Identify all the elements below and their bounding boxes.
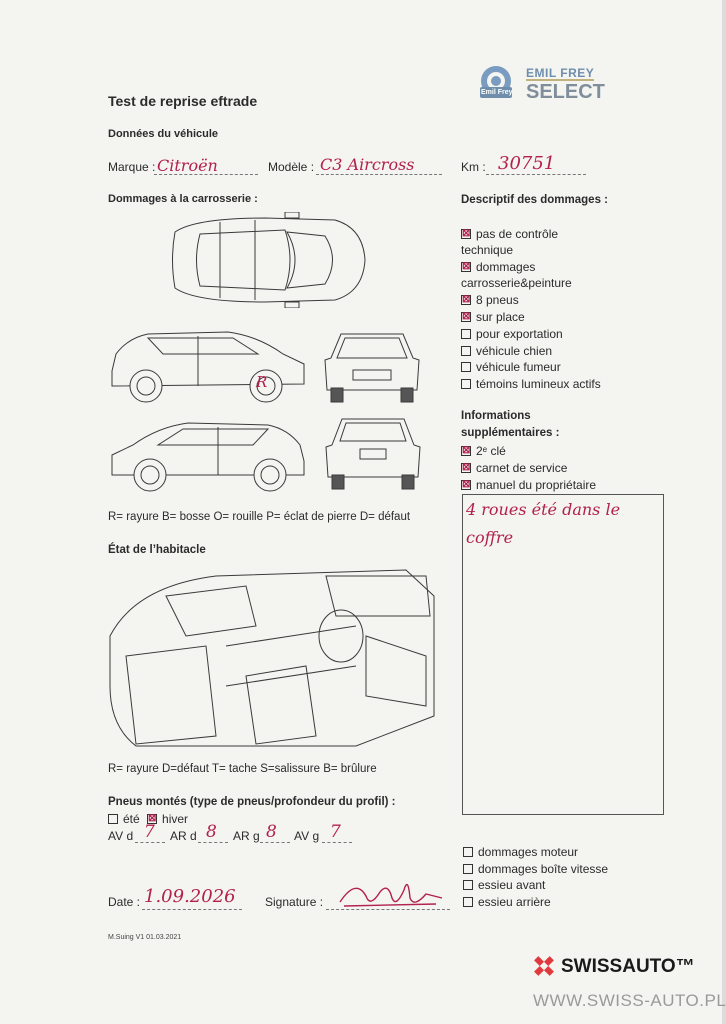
- car-top-view-diagram[interactable]: [165, 212, 370, 308]
- body-damage-legend: R= rayure B= bosse O= rouille P= éclat de pierre D= défaut: [108, 511, 411, 523]
- logo-sub-text: SELECT: [526, 81, 605, 103]
- logo-main-text: EMIL FREY: [526, 66, 595, 80]
- checkbox-box[interactable]: ⊠: [462, 310, 471, 322]
- modele-label: Modèle :: [268, 160, 315, 174]
- checkbox-rear-axle[interactable]: [463, 895, 551, 909]
- checkbox-body-damage[interactable]: [461, 260, 535, 274]
- damage-list-heading: Descriptif des dommages :: [461, 194, 608, 206]
- checkbox-box[interactable]: [461, 379, 471, 389]
- checkbox-label: pas de contrôle: [476, 227, 559, 241]
- logo-badge-text: Emil Frey: [481, 89, 513, 96]
- checkbox-box[interactable]: [463, 897, 473, 907]
- checkbox-warning-lights[interactable]: [461, 377, 601, 391]
- car-right-side-diagram[interactable]: [108, 417, 308, 493]
- checkbox-smoker-vehicle[interactable]: [461, 360, 561, 374]
- interior-heading: État de l’habitacle: [108, 544, 206, 556]
- checkbox-owner-manual[interactable]: [461, 478, 596, 492]
- checkbox-export[interactable]: [461, 327, 563, 341]
- emil-frey-badge-logo: [474, 63, 519, 105]
- checkbox-label: 2ᵉ clé: [476, 444, 506, 458]
- checkbox-box[interactable]: ⊠: [462, 227, 471, 239]
- checkbox-summer[interactable]: [108, 812, 140, 826]
- tires-heading: Pneus montés (type de pneus/profondeur du profil) :: [108, 796, 396, 808]
- checkbox-box[interactable]: ⊠: [462, 478, 471, 490]
- checkbox-second-key[interactable]: [461, 444, 506, 458]
- checkbox-label-cont: technique: [461, 243, 514, 257]
- checkbox-box[interactable]: ⊠: [462, 461, 471, 473]
- checkbox-label: carnet de service: [476, 461, 568, 475]
- notes-line-1: 4 roues été dans le: [466, 500, 621, 519]
- notes-line-2: coffre: [466, 528, 514, 547]
- car-rear-diagram[interactable]: [324, 415, 422, 491]
- form-version: M.Suing V1 01.03.2021: [108, 934, 182, 941]
- tread-av-g-value: 7: [330, 822, 341, 842]
- checkbox-label: pour exportation: [476, 327, 563, 341]
- checkbox-label: essieu avant: [478, 878, 546, 892]
- km-value: 30751: [498, 153, 556, 174]
- checkbox-label: manuel du propriétaire: [476, 478, 597, 492]
- swissauto-cross-icon: [533, 955, 555, 977]
- interior-legend: R= rayure D=défaut T= tache S=salissure B= brûlure: [108, 763, 377, 775]
- checkbox-engine-damage[interactable]: [463, 845, 578, 859]
- checkbox-label: dommages moteur: [478, 845, 579, 859]
- tread-ar-g-value: 8: [266, 822, 277, 842]
- swissauto-brand: SWISSAUTO™: [561, 956, 695, 977]
- checkbox-label: dommages boîte vitesse: [478, 862, 609, 876]
- checkbox-box[interactable]: ⊠: [462, 444, 471, 456]
- checkbox-label: véhicule fumeur: [476, 360, 561, 374]
- checkbox-box[interactable]: [463, 880, 473, 890]
- checkbox-label: hiver: [162, 812, 189, 826]
- tread-ar-g-label: AR g: [233, 829, 260, 843]
- form-title: Test de reprise eftrade: [108, 93, 258, 109]
- tread-av-g-label: AV g: [294, 829, 320, 843]
- tread-av-d-value: 7: [144, 822, 155, 842]
- checkbox-label: été: [123, 812, 140, 826]
- checkbox-on-site[interactable]: [461, 310, 525, 324]
- tread-ar-d-value: 8: [206, 822, 217, 842]
- checkbox-label: dommages: [476, 260, 536, 274]
- checkbox-front-axle[interactable]: [463, 878, 545, 892]
- checkbox-label-cont: carrosserie&peinture: [461, 276, 572, 290]
- checkbox-box[interactable]: [461, 329, 471, 339]
- checkbox-label: sur place: [476, 310, 525, 324]
- marque-label: Marque :: [108, 160, 156, 174]
- checkbox-box[interactable]: [461, 346, 471, 356]
- extra-info-heading: Informations: [461, 410, 531, 422]
- handwritten-signature: [336, 868, 446, 914]
- modele-value: C3 Aircross: [320, 155, 415, 174]
- checkbox-label: essieu arrière: [478, 895, 551, 909]
- vehicle-heading: Données du véhicule: [108, 128, 219, 140]
- signature-label: Signature :: [265, 895, 324, 909]
- tread-ar-d-label: AR d: [170, 829, 197, 843]
- marque-value: Citroën: [157, 156, 218, 175]
- tread-av-d-label: AV d: [108, 829, 134, 843]
- checkbox-box[interactable]: [461, 362, 471, 372]
- checkbox-label: 8 pneus: [476, 293, 519, 307]
- date-value: 1.09.2026: [144, 886, 236, 907]
- checkbox-service-book[interactable]: [461, 461, 567, 475]
- checkbox-label: véhicule chien: [476, 344, 553, 358]
- checkbox-box[interactable]: [108, 814, 118, 824]
- checkbox-no-inspection[interactable]: [461, 227, 558, 241]
- body-damage-heading: Dommages à la carrosserie :: [108, 193, 258, 205]
- date-label: Date :: [108, 895, 141, 909]
- car-front-diagram[interactable]: [323, 330, 421, 404]
- checkbox-box[interactable]: ⊠: [148, 812, 157, 824]
- checkbox-box[interactable]: [463, 847, 473, 857]
- car-left-side-diagram[interactable]: [108, 326, 308, 404]
- km-label: Km :: [461, 160, 486, 174]
- checkbox-8-tires[interactable]: [461, 293, 519, 307]
- swissauto-url[interactable]: WWW.SWISS-AUTO.PL: [533, 991, 726, 1010]
- checkbox-label: témoins lumineux actifs: [476, 377, 601, 391]
- checkbox-box[interactable]: ⊠: [462, 293, 471, 305]
- checkbox-box[interactable]: ⊠: [462, 260, 471, 272]
- extra-info-heading-cont: supplémentaires :: [461, 427, 560, 439]
- damage-mark-r: R: [256, 373, 268, 391]
- checkbox-box[interactable]: [463, 864, 473, 874]
- car-interior-diagram[interactable]: [106, 566, 438, 750]
- checkbox-gearbox-damage[interactable]: [463, 862, 608, 876]
- checkbox-dog-vehicle[interactable]: [461, 344, 552, 358]
